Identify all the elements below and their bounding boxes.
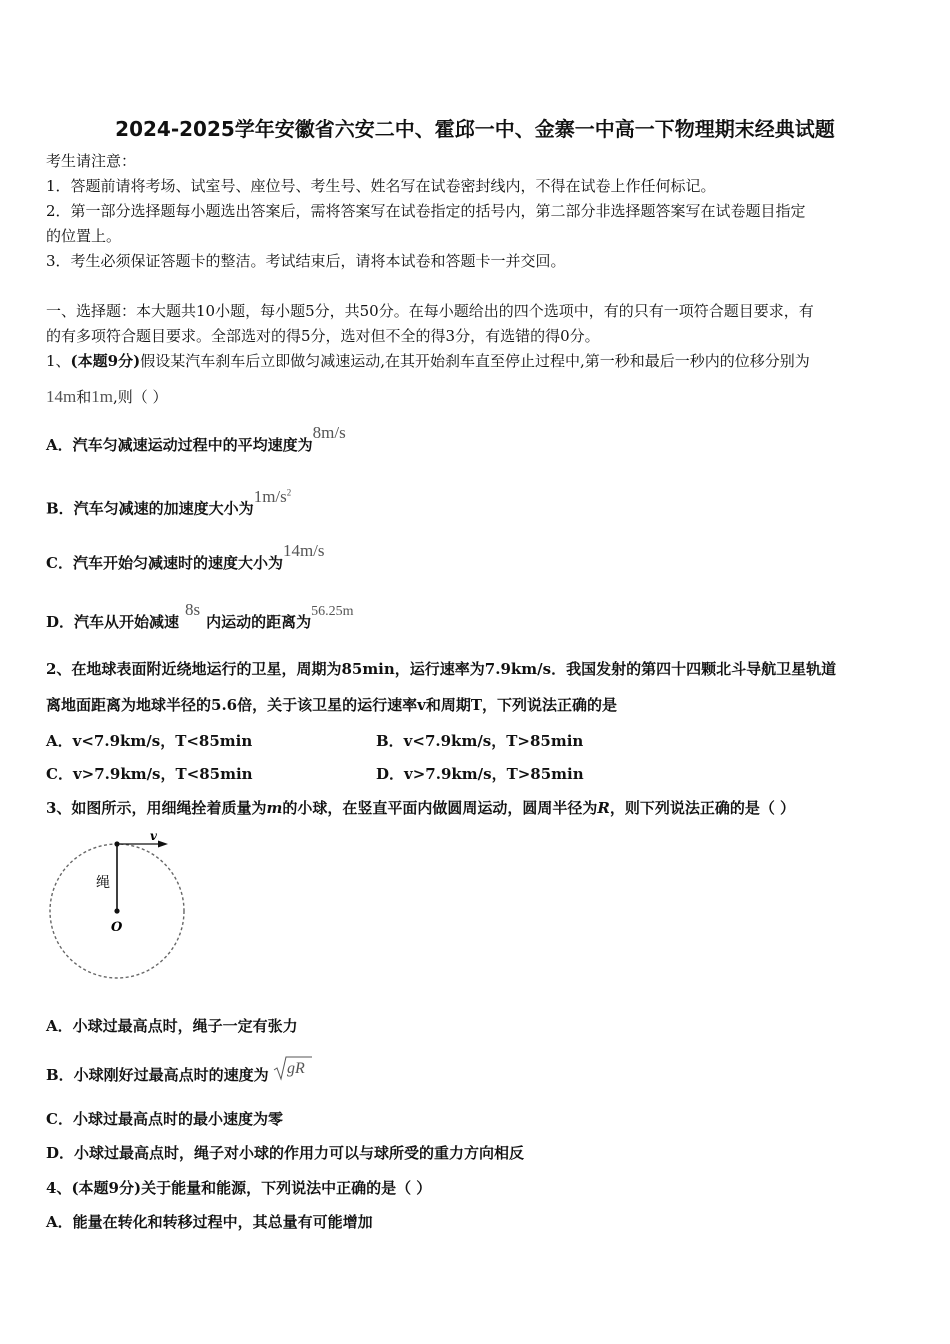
q4-option-a: A．能量在转化和转移过程中，其总量有可能增加	[46, 1213, 373, 1231]
q2-option-b: B．v<7.9km/s，T>85min	[376, 732, 584, 750]
q3-stem	[46, 797, 795, 819]
rope-label: 绳	[96, 875, 110, 891]
q1-option-c	[46, 541, 325, 574]
q1-option-a-math: 8m/s	[312, 423, 346, 442]
velocity-arrow-head-icon	[158, 841, 168, 848]
q3-figure	[40, 828, 200, 988]
q4-score: (本题9分)	[71, 1179, 142, 1197]
q2-option-c: C．v>7.9km/s，T<85min	[46, 765, 253, 783]
q3-radius: R	[597, 799, 610, 817]
q1-option-d-time: 8s	[185, 600, 201, 619]
section-intro-line1: 一、选择题：本大题共10小题，每小题5分，共50分。在每小题给出的四个选项中，有的只有一项符合题目要求，有	[46, 302, 814, 320]
q3-stem-c: ，则下列说法正确的是（ ）	[609, 799, 796, 817]
notice-item-3: 3．考生必须保证答题卡的整洁。考试结束后，请将本试卷和答题卡一并交回。	[46, 252, 566, 270]
q3-option-d: D．小球过最高点时，绳子对小球的作用力可以与球所受的重力方向相反	[46, 1144, 525, 1162]
q1-option-b-unit: 1m/s	[253, 486, 287, 506]
q1-option-b-text: B．汽车匀减速的加速度大小为	[46, 499, 254, 518]
q1-option-a	[46, 423, 346, 456]
q1-math-14m: 14m	[46, 387, 77, 406]
q1-stem-text: 假设某汽车刹车后立即做匀减速运动,在其开始刹车直至停止过程中,第一秒和最后一秒内的位移分别为	[140, 352, 810, 370]
section-intro-line2: 的有多项符合题目要求。全部选对的得5分，选对但不全的得3分，有选错的得0分。	[46, 327, 600, 345]
q2-stem: 2、在地球表面附近绕地运行的卫星，周期为85min，运行速率为7.9km/s．我国发射的第四十四颗北斗导航卫星轨道	[46, 660, 837, 678]
q1-option-b-math	[254, 487, 292, 506]
center-point	[114, 908, 119, 913]
q1-and: 和	[76, 388, 92, 406]
q3-stem-b: 的小球，在竖直平面内做圆周运动，圆周半径为	[282, 799, 598, 817]
velocity-label: v	[150, 829, 157, 843]
q1-tail: ,则（ ）	[112, 388, 168, 406]
q3-option-b	[46, 1062, 313, 1090]
q1-option-c-text: C．汽车开始匀减速时的速度大小为	[46, 554, 283, 572]
q1-option-c-math: 14m/s	[282, 541, 325, 560]
q1-stem	[46, 350, 810, 372]
q2-options-row1	[46, 730, 252, 752]
sqrt-gr-icon	[273, 1054, 313, 1082]
q1-option-a-text: A．汽车匀减速运动过程中的平均速度为	[46, 436, 313, 454]
q1-option-b	[46, 486, 292, 520]
notice-item-1: 1．答题前请将考场、试室号、座位号、考生号、姓名写在试卷密封线内，不得在试卷上作任何标记。	[46, 177, 716, 195]
notice-item-2-cont: 的位置上。	[46, 227, 122, 245]
q3-option-a: A．小球过最高点时，绳子一定有张力	[46, 1017, 298, 1035]
q1-option-d-text1: D．汽车从开始减速	[46, 613, 180, 631]
q1-option-b-exp: 2	[286, 487, 292, 497]
notice-heading: 考生请注意：	[46, 152, 137, 170]
q1-math-1m: 1m	[91, 387, 113, 406]
q3-mass: m	[266, 799, 283, 817]
q2-option-a: A．v<7.9km/s，T<85min	[46, 732, 253, 750]
q4-number: 4、	[46, 1179, 72, 1197]
notice-item-2: 2．第一部分选择题每小题选出答案后，需将答案写在试卷指定的括号内，第二部分非选择题答案写在试卷题目指定	[46, 202, 806, 220]
q1-option-d	[46, 600, 354, 635]
q4-stem-text: 关于能量和能源，下列说法中正确的是（ ）	[141, 1179, 432, 1197]
q3-option-b-text: B．小球刚好过最高点时的速度为	[46, 1066, 269, 1084]
q3-option-c: C．小球过最高点时的最小速度为零	[46, 1110, 283, 1128]
q3-stem-a: 3、如图所示，用细绳拴着质量为	[46, 799, 267, 817]
q1-stem-cont	[46, 386, 168, 408]
q1-score: (本题9分)	[70, 352, 141, 370]
q1-number: 1、	[46, 352, 71, 370]
q1-option-d-text2: 内运动的距离为	[206, 613, 312, 631]
page-title: 2024-2025学年安徽省六安二中、霍邱一中、金寨一中高一下物理期末经典试题	[115, 117, 835, 141]
q2-option-d: D．v>7.9km/s，T>85min	[376, 765, 584, 783]
q1-option-d-math: 56.25m	[311, 604, 354, 619]
center-label: O	[111, 920, 123, 935]
q4-stem	[46, 1177, 431, 1199]
q2-stem-cont: 离地面距离为地球半径的5.6倍，关于该卫星的运行速率v和周期T，下列说法正确的是	[46, 696, 617, 714]
q3-option-b-math: gR	[287, 1060, 306, 1077]
